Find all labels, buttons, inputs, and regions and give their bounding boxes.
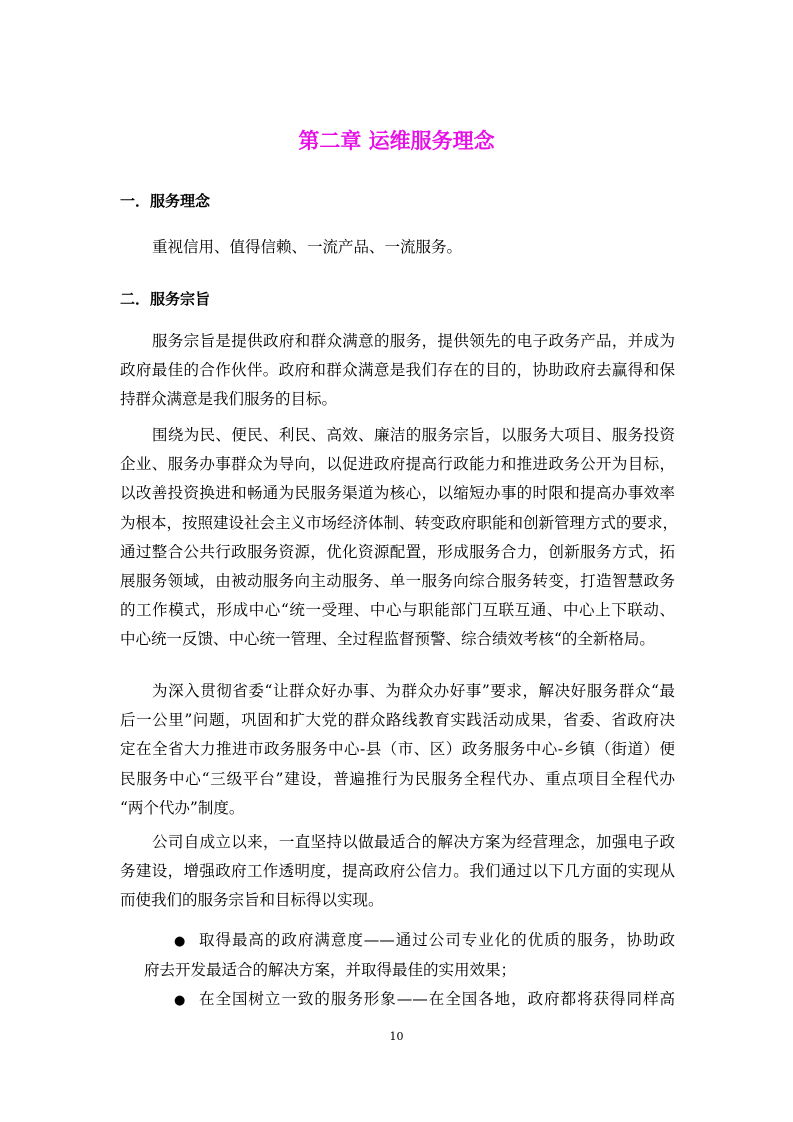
paragraph-line: 围绕为民、便民、利民、高效、廉洁的服务宗旨，以服务大项目、服务投资 — [152, 426, 675, 444]
paragraph-line: 企业、服务办事群众为导向，以促进政府提高行政能力和推进政务公开为目标， — [120, 455, 675, 474]
bullet-dot-icon: ● — [174, 993, 186, 1008]
paragraph-line: 以改善投资换进和畅通为民服务渠道为核心，以缩短办事的时限和提高办事效率 — [120, 484, 675, 503]
bullet-text: 在全国树立一致的服务形象——在全国各地，政府都将获得同样高 — [198, 990, 675, 1008]
paragraph-line: 而使我们的服务宗旨和目标得以实现。 — [120, 891, 384, 910]
paragraph-service-philosophy — [120, 233, 675, 262]
paragraph-line: 通过整合公共行政服务资源，优化资源配置，形成服务合力，创新服务方式，拓 — [120, 542, 675, 561]
bullet-dot-icon: ● — [174, 934, 186, 949]
bullet-line — [120, 985, 675, 1015]
page-number: 10 — [389, 1030, 404, 1043]
paragraph-purpose-2 — [120, 421, 679, 655]
paragraph-line: 务建设，增强政府工作透明度，提高政府公信力。我们通过以下几方面的实现从 — [120, 862, 675, 881]
paragraph-line: 为深入贯彻省委“让群众好办事、为群众办好事”要求，解决好服务群众“最 — [152, 682, 675, 700]
paragraph-purpose-3 — [120, 677, 675, 823]
paragraph-line: 服务宗旨是提供政府和群众满意的服务，提供领先的电子政务产品，并成为 — [152, 332, 675, 350]
paragraph-line: 政府最佳的合作伙伴。政府和群众满意是我们存在的目的，协助政府去赢得和保 — [120, 361, 675, 380]
paragraph-line: 为根本，按照建设社会主义市场经济体制、转变政府职能和创新管理方式的要求， — [120, 513, 679, 532]
bullet-text: 取得最高的政府满意度——通过公司专业化的优质的服务，协助政 — [198, 931, 675, 949]
bullet-line: 府去开发最适合的解决方案，并取得最佳的实用效果； — [144, 961, 517, 980]
chapter-title: 第二章 运维服务理念 — [298, 129, 495, 153]
paragraph-line: 公司自成立以来，一直坚持以做最适合的解决方案为经营理念，加强电子政 — [152, 833, 675, 851]
paragraph-line: 民服务中心“三级平台”建设，普遍推行为民服务全程代办、重点项目全程代办 — [120, 769, 675, 788]
section-heading-service-purpose: 二．服务宗旨 — [120, 290, 211, 308]
paragraph-line: 持群众满意是我们服务的目标。 — [120, 390, 338, 409]
paragraph-line: 定在全省大力推进市政务服务中心-县（市、区）政务服务中心-乡镇（街道）便 — [120, 740, 675, 759]
paragraph-purpose-1 — [120, 327, 675, 415]
bullet-item-satisfaction — [120, 926, 675, 985]
section-heading-service-philosophy: 一．服务理念 — [120, 192, 211, 210]
bullet-line — [120, 926, 675, 956]
paragraph-line: “两个代办”制度。 — [120, 798, 245, 817]
paragraph-line: 展服务领域，由被动服务向主动服务、单一服务向综合服务转变，打造智慧政务 — [120, 572, 675, 591]
paragraph-purpose-4 — [120, 828, 675, 916]
bullet-item-image — [120, 985, 675, 1015]
paragraph-line: 的工作模式，形成中心“统一受理、中心与职能部门互联互通、中心上下联动、 — [120, 601, 675, 620]
paragraph-line: 中心统一反馈、中心统一管理、全过程监督预警、综合绩效考核“的全新格局。 — [120, 630, 655, 649]
paragraph-line: 重视信用、值得信赖、一流产品、一流服务。 — [152, 238, 463, 256]
paragraph-line: 后一公里”问题，巩固和扩大党的群众路线教育实践活动成果，省委、省政府决 — [120, 711, 675, 730]
